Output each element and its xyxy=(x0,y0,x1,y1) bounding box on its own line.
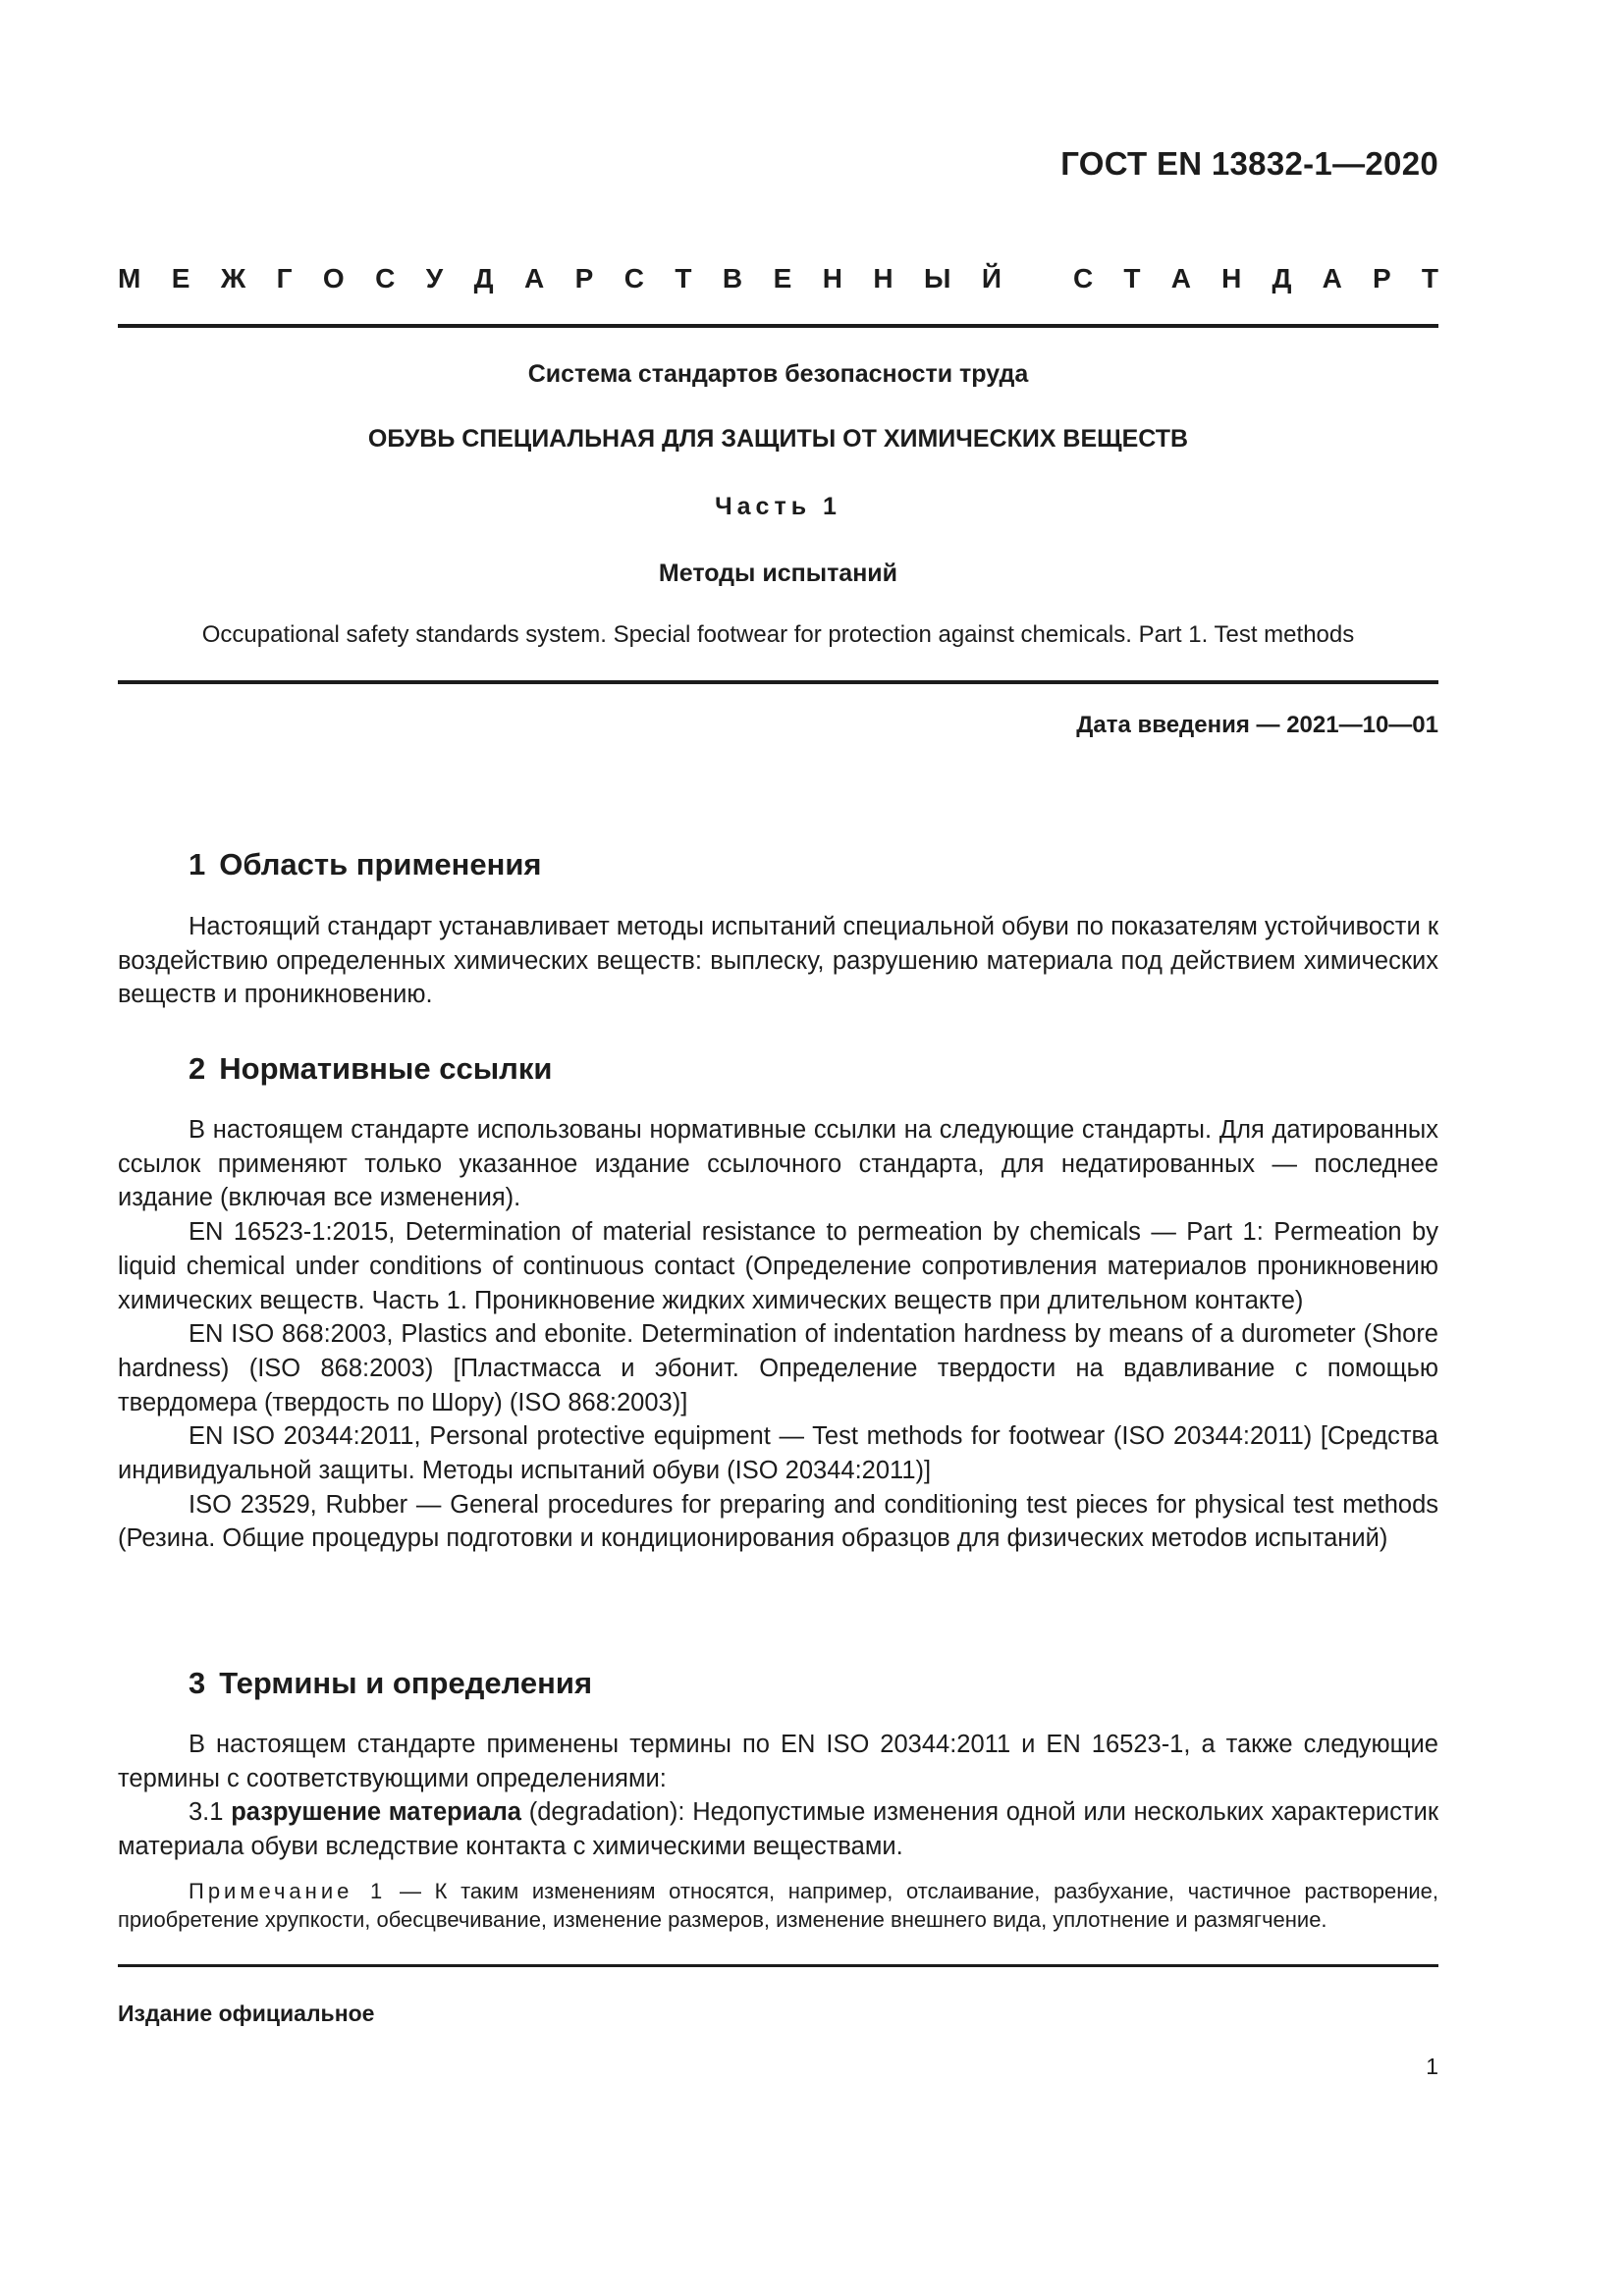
heading-letter: В xyxy=(722,263,743,294)
reference-item: EN 16523-1:2015, Determination of material resistance to permeation by chemicals — Part 1: Permeation by liquid chemical under conditions of continuous contact (Определение сопротивления материалов проникновению химических веществ. Часть 1. Проникновение жидких химических веществ при длительном контакте) xyxy=(118,1218,1438,1314)
document-title: ОБУВЬ СПЕЦИАЛЬНАЯ ДЛЯ ЗАЩИТЫ ОТ ХИМИЧЕСКИХ ВЕЩЕСТВ xyxy=(367,425,1189,453)
heading-letter: М xyxy=(118,263,141,294)
heading-letter: Д xyxy=(473,263,494,294)
heading-letter: Т xyxy=(1123,263,1141,294)
document-page xyxy=(118,0,1438,2296)
top-divider xyxy=(118,324,1438,328)
paragraph: Настоящий стандарт устанавливает методы испытаний специальной обуви по показателям устойчивости к воздействию определенных химических веществ: выплеску, разрушению материала под действием химических веществ и проникновению. xyxy=(118,913,1438,1009)
heading-letter: Н xyxy=(1221,263,1242,294)
page-number: 1 xyxy=(1426,2054,1438,2079)
term-definition-text: (degradation): Недопустимые изменения одной или нескольких характеристик материала обуви вследствие контакта с химическими веществами. xyxy=(118,1798,1438,1861)
reference-item: EN ISO 868:2003, Plastics and ebonite. Determination of indentation hardness by means of a durometer (Shore hardness) (ISO 868:2003) [Пластмасса и эбонит. Определение твердости на вдавливание с помощью твердомера (твердость по Шору) (ISO 868:2003)] xyxy=(118,1320,1438,1416)
paragraph: В настоящем стандарте применены термины по EN ISO 20344:2011 и EN 16523-1, а также следующие термины с соответствующими определениями: xyxy=(118,1731,1438,1792)
reference-item: EN ISO 20344:2011, Personal protective equipment — Test methods for footwear (ISO 20344:2011) [Средства индивидуальной защиты. Методы испытаний обуви (ISO 20344:2011)] xyxy=(118,1422,1438,1485)
standard-word xyxy=(1073,263,1438,294)
heading-letter: Н xyxy=(822,263,842,294)
section-body-terms-and-definitions xyxy=(118,1728,1438,1864)
section-heading-normative-references xyxy=(189,1051,552,1087)
heading-letter: Ы xyxy=(924,263,951,294)
heading-letter: У xyxy=(425,263,444,294)
footer-divider xyxy=(118,1964,1438,1967)
section-title: Область применения xyxy=(219,847,542,881)
section-number: 2 xyxy=(189,1051,206,1086)
official-edition-label: Издание официальное xyxy=(118,2001,375,2026)
interstate-standard-heading xyxy=(118,263,1438,294)
title-divider xyxy=(118,680,1438,684)
introduction-date: Дата введения — 2021—10—01 xyxy=(1076,712,1438,738)
section-heading-terms-and-definitions xyxy=(189,1666,592,1701)
section-body-scope xyxy=(118,910,1438,1012)
standards-system-name: Система стандартов безопасности труда xyxy=(527,360,1029,388)
section-number: 3 xyxy=(189,1666,206,1700)
section-number: 1 xyxy=(189,847,206,881)
heading-letter: А xyxy=(1322,263,1342,294)
heading-letter: Е xyxy=(171,263,190,294)
note-text: — К таким изменениям относятся, например, отслаивание, разбухание, частичное растворение, приобретение хрупкости, обесцвечивание, изменение размеров, изменение внешнего вида, уплотнение и размягчение. xyxy=(118,1879,1438,1932)
paragraph: В настоящем стандарте использованы нормативные ссылки на следующие стандарты. Для датированных ссылок применяют только указанное издание ссылочного стандарта, для недатированных — последнее издание (включая все изменения). xyxy=(118,1116,1438,1212)
reference-item: ISO 23529, Rubber — General procedures for preparing and conditioning test pieces for physical test methods (Резина. Общие процедуры подготовки и кондиционирования образцов для физических метоdов испытаний) xyxy=(118,1490,1438,1553)
term-number: 3.1 xyxy=(189,1798,224,1827)
heading-letter: Е xyxy=(773,263,792,294)
heading-letter: С xyxy=(1073,263,1094,294)
english-title: Occupational safety standards system. Special footwear for protection against chemicals. Part 1. Test methods xyxy=(201,621,1355,648)
heading-letter: Г xyxy=(276,263,293,294)
term-note xyxy=(118,1877,1438,1934)
document-code: ГОСТ EN 13832-1—2020 xyxy=(1060,145,1438,182)
heading-letter: А xyxy=(1170,263,1191,294)
term-name: разрушение материала xyxy=(231,1798,521,1827)
term-definition xyxy=(118,1795,1438,1863)
heading-letter: Н xyxy=(873,263,893,294)
heading-letter: С xyxy=(375,263,396,294)
section-heading-scope xyxy=(189,847,542,882)
note-label: Примечание 1 xyxy=(189,1879,387,1903)
document-subtitle: Методы испытаний xyxy=(658,560,898,587)
heading-letter: С xyxy=(623,263,644,294)
section-title: Термины и определения xyxy=(219,1666,593,1700)
heading-letter: Т xyxy=(1421,263,1438,294)
section-body-normative-references xyxy=(118,1113,1438,1556)
part-label: Часть 1 xyxy=(715,493,841,520)
interstate-word xyxy=(118,263,1001,294)
heading-letter: Р xyxy=(1373,263,1391,294)
heading-letter: Д xyxy=(1272,263,1292,294)
heading-letter: Й xyxy=(981,263,1001,294)
heading-letter: О xyxy=(322,263,345,294)
section-title: Нормативные ссылки xyxy=(219,1051,553,1086)
heading-letter: Т xyxy=(675,263,692,294)
heading-letter: А xyxy=(523,263,545,294)
heading-letter: Р xyxy=(574,263,594,294)
heading-letter: Ж xyxy=(220,263,246,294)
